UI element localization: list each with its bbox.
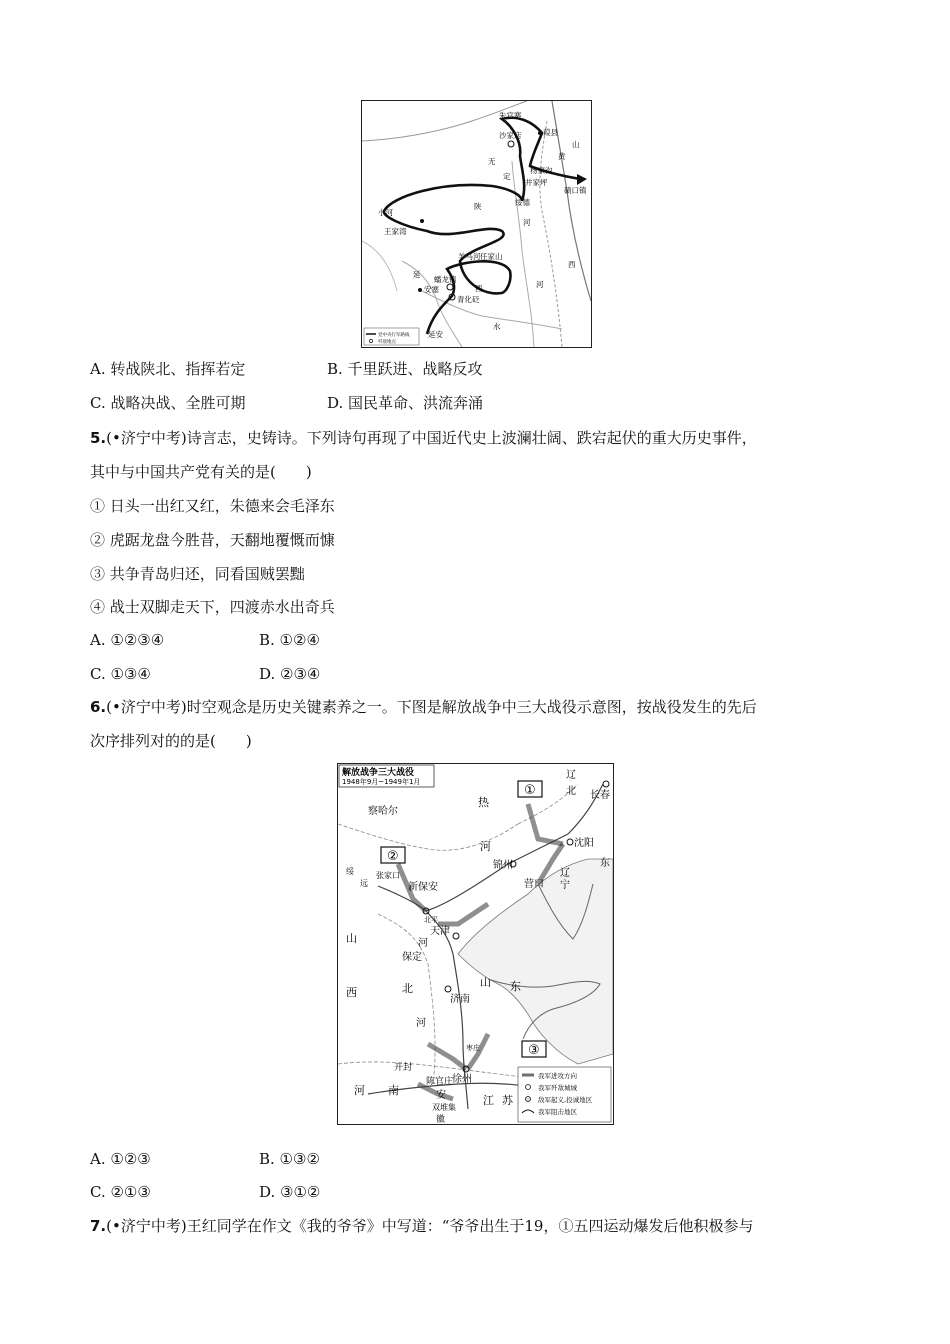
label-xi1: 西 — [568, 260, 576, 269]
label-sui: 绥 — [346, 867, 354, 876]
label-henan-he: 河 — [354, 1084, 365, 1097]
label-liao: 辽 — [566, 770, 576, 781]
q5-option-d: D. ②③④ — [259, 665, 321, 683]
label-liao2: 辽 — [560, 868, 570, 879]
q5-option-b: B. ①②④ — [259, 631, 320, 649]
label-xuzhou: 徐州 — [452, 1074, 472, 1085]
q5-line1 — [90, 428, 757, 448]
map2-legend-block: 我军阻击地区 — [538, 1108, 577, 1116]
q6-option-a: A. ①②③ — [90, 1150, 151, 1168]
label-xi2: 西 — [475, 284, 483, 293]
q5-item2: ② 虎踞龙盘今胜昔，天翻地覆慨而慷 — [90, 531, 335, 549]
label-panlongzhen: 蟠龙镇 — [434, 275, 457, 284]
map2-marker-3: ③ — [528, 1043, 540, 1058]
label-xinbaoan: 新保安 — [408, 882, 438, 893]
q7-stem-line1: (•济宁中考)王红同学在作文《我的爷爷》中写道：“爷爷出生于19，①五四运动爆发后他积极参与 — [106, 1217, 754, 1235]
map2-legend-attack: 我军进攻方向 — [538, 1072, 577, 1080]
label-shajiadian: 沙家店 — [499, 131, 522, 140]
label-shan-province: 陕 — [474, 202, 482, 211]
label-he3: 河 — [418, 938, 428, 949]
label-shan-sd: 山 — [480, 976, 491, 989]
label-yangmahe: 羊马河 — [458, 252, 481, 261]
legend-capture: 歼敌地点 — [378, 340, 396, 345]
label-jinan: 济南 — [450, 994, 470, 1005]
label-shan: 山 — [572, 140, 580, 149]
label-chenguanzhuang: 陈官庄 — [426, 1077, 454, 1087]
map-northern-shaanxi — [361, 100, 592, 348]
q6-line1 — [90, 697, 757, 717]
label-yanan: 延安 — [428, 330, 443, 339]
label-yan: 延 — [413, 270, 421, 279]
label-zaozhuang: 枣庄 — [466, 1044, 480, 1052]
label-zhuguanzhai: 朱官寨 — [499, 111, 522, 120]
label-renjiashan: 任家山 — [480, 252, 503, 261]
label-yingkou: 营口 — [524, 879, 544, 890]
q5-option-c: C. ①③④ — [90, 665, 151, 683]
map2-legend-captured: 我军歼敌城城 — [538, 1084, 577, 1092]
label-ding: 定 — [503, 172, 511, 181]
q5-item4: ④ 战士双脚走天下，四渡赤水出奇兵 — [90, 598, 335, 616]
label-yuan: 远 — [360, 879, 368, 888]
q4-option-b: B. 千里跃进、战略反攻 — [327, 360, 483, 378]
label-ning: 宁 — [560, 880, 570, 891]
label-jingjiaping: 井家坪 — [525, 178, 548, 187]
map-three-campaigns — [337, 763, 614, 1125]
label-he1: 河 — [523, 218, 531, 227]
q4-option-c: C. 战略决战、全胜可期 — [90, 394, 246, 412]
label-yangjiagou: 杨家沟 — [530, 166, 553, 175]
label-re: 热 — [478, 796, 489, 809]
label-ansai: 安塞 — [424, 285, 439, 294]
map-three-campaigns-svg — [338, 764, 613, 1124]
q7-line1 — [90, 1216, 753, 1236]
label-suide: 绥德 — [515, 198, 530, 207]
q6-stem-line2: 次序排列对的的是( ) — [90, 732, 252, 750]
q5-option-a: A. ①②③④ — [90, 631, 165, 649]
q6-stem-line1: (•济宁中考)时空观念是历史关键素养之一。下图是解放战争中三大战役示意图，按战役发生的先后 — [106, 698, 757, 716]
q5-stem-line2: 其中与中国共产党有关的是( ) — [90, 463, 312, 481]
label-su: 苏 — [502, 1094, 513, 1107]
map-northern-shaanxi-svg — [362, 101, 591, 347]
label-kaifeng: 开封 — [394, 1063, 413, 1073]
label-jiaxian: 葭县 — [543, 128, 558, 137]
map2-legend-uprising: 敌军起义,投诚地区 — [538, 1096, 593, 1104]
label-wangjiawan: 王家湾 — [384, 227, 407, 236]
label-bei2: 北 — [402, 982, 413, 995]
map2-subtitle: 1948年9月~1949年1月 — [342, 778, 421, 786]
q5-item1: ① 日头一出红又红，朱德来会毛泽东 — [90, 497, 335, 515]
label-tianjin: 天津 — [430, 926, 450, 937]
map2-marker-2: ② — [387, 849, 399, 864]
label-dong: 东 — [600, 858, 610, 869]
label-qikouzhen: 碛口镇 — [564, 186, 587, 195]
legend-route: 党中央行军路线 — [378, 333, 410, 338]
q5-item3: ③ 共争青岛归还，同看国贼罢黜 — [90, 565, 305, 583]
q5-stem-line1: (•济宁中考)诗言志，史铸诗。下列诗句再现了中国近代史上波澜壮阔、跌宕起伏的重大历史事件， — [106, 429, 757, 447]
label-dong-sd: 东 — [510, 980, 521, 993]
q4-option-d: D. 国民革命、洪流奔涌 — [327, 394, 484, 412]
label-changchun: 长春 — [590, 790, 610, 801]
q6-option-d: D. ③①② — [259, 1183, 321, 1201]
label-jiang: 江 — [483, 1094, 494, 1107]
label-an: 安 — [436, 1090, 446, 1101]
label-he4: 河 — [416, 1018, 426, 1029]
q6-option-c: C. ②①③ — [90, 1183, 151, 1201]
q4-option-a: A. 转战陕北、指挥若定 — [90, 360, 246, 378]
label-jinzhou: 锦州 — [493, 860, 513, 871]
label-hui: 徽 — [436, 1115, 446, 1124]
label-he2: 河 — [536, 280, 544, 289]
label-wu: 无 — [488, 157, 496, 166]
label-shui: 水 — [493, 322, 501, 331]
label-beiping: 北平 — [424, 916, 438, 924]
label-xi-sx: 西 — [346, 986, 357, 999]
q5-number: 5. — [90, 429, 107, 447]
label-chahaer: 察哈尔 — [368, 806, 398, 817]
label-henan-nan: 南 — [388, 1084, 399, 1097]
q6-number: 6. — [90, 698, 107, 716]
label-shan-sx: 山 — [346, 932, 357, 945]
label-bei: 北 — [566, 786, 576, 797]
map2-title: 解放战争三大战役 — [342, 768, 415, 778]
label-shuangduiji: 双堆集 — [432, 1103, 456, 1112]
q6-option-b: B. ①③② — [259, 1150, 320, 1168]
label-qinghuabian: 青化砭 — [457, 295, 480, 304]
label-xiaohe: 小河 — [378, 208, 393, 217]
label-zhangjiakou: 张家口 — [376, 871, 400, 880]
q7-number: 7. — [90, 1217, 107, 1235]
map2-marker-1: ① — [524, 783, 536, 798]
label-baoding: 保定 — [402, 952, 422, 963]
label-shenyang: 沈阳 — [574, 838, 594, 849]
label-he-hebei: 河 — [480, 840, 491, 853]
label-huang: 黄 — [558, 152, 566, 161]
